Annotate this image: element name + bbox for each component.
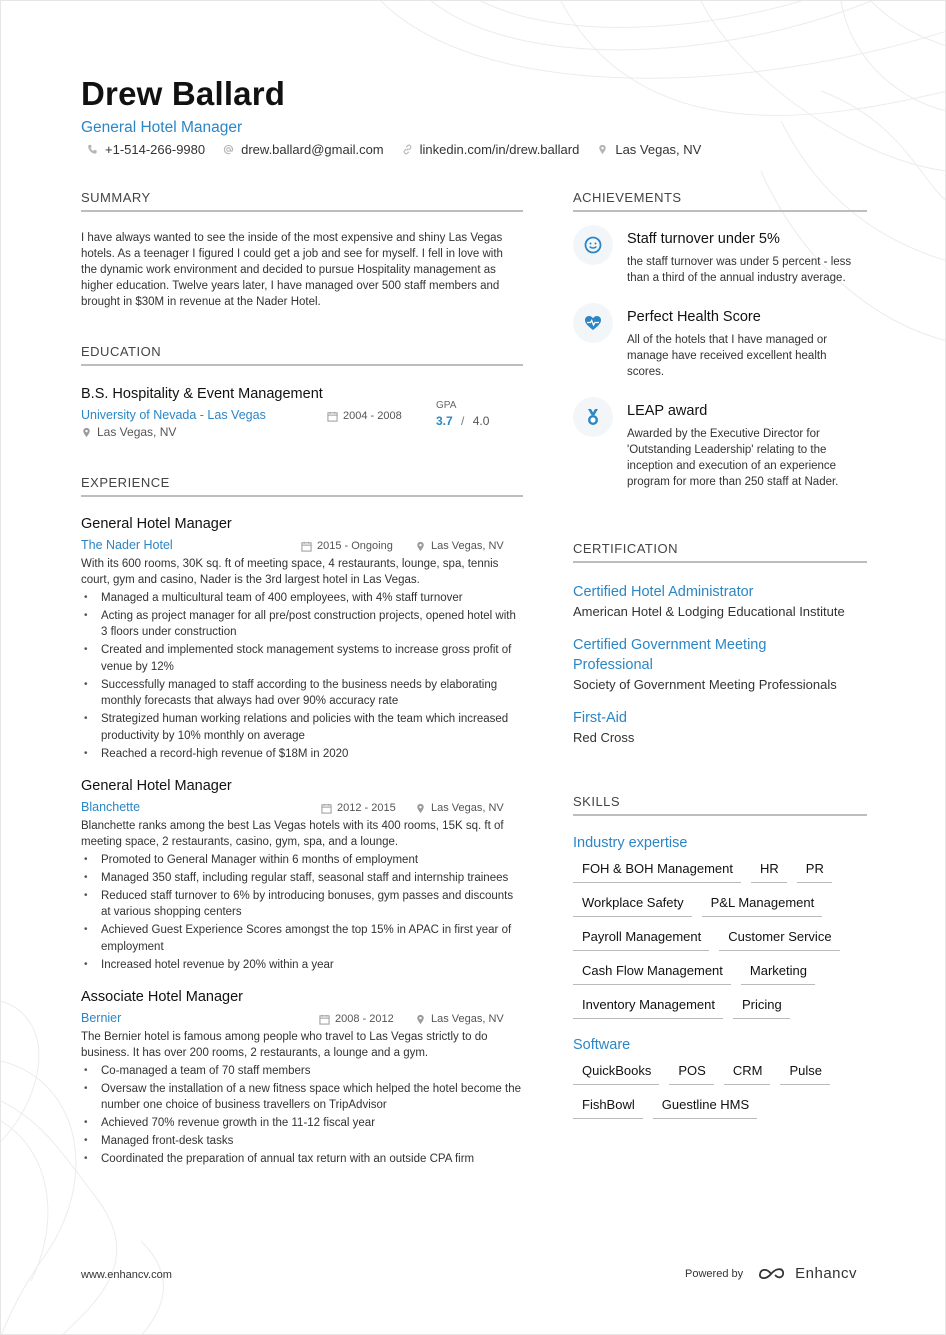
- gpa-label: GPA: [436, 400, 457, 411]
- certification-org: Society of Government Meeting Professionals: [573, 677, 837, 692]
- skill-tags: [573, 861, 867, 1019]
- contact-phone[interactable]: [87, 142, 205, 157]
- job-bullet: • Managed a multicultural team of 400 employees, with 4% staff turnover: [81, 590, 523, 607]
- job-title: General Hotel Manager: [81, 516, 232, 532]
- experience-entry: [81, 516, 523, 762]
- link-icon: [402, 144, 413, 155]
- skill-tags: [573, 1063, 867, 1119]
- skill-tag: Workplace Safety: [573, 895, 692, 917]
- achievement-item: [573, 309, 867, 380]
- experience-entry: [81, 989, 523, 1168]
- achievement-content: [627, 231, 863, 286]
- gpa-separator: /: [461, 414, 465, 428]
- certification-org: American Hotel & Lodging Educational Institute: [573, 604, 845, 619]
- skill-group: [573, 835, 867, 1019]
- job-bullets: [81, 1063, 523, 1168]
- location-icon: [415, 803, 426, 814]
- footer-branding: [685, 1265, 857, 1282]
- achievement-item: [573, 231, 867, 286]
- achievement-content: [627, 309, 863, 380]
- education-school[interactable]: University of Nevada - Las Vegas: [81, 408, 266, 422]
- certification-name: Certified Government Meeting Professional: [573, 637, 767, 673]
- calendar-icon: [327, 411, 338, 422]
- job-bullet: • Increased hotel revenue by 20% within a year: [81, 957, 523, 974]
- contact-bar: [87, 142, 701, 157]
- contact-email[interactable]: [223, 142, 384, 157]
- job-bullet: • Reduced staff turnover to 6% by introducing bonuses, gym passes and discounts at various shopping centers: [81, 888, 523, 921]
- job-bullets: [81, 590, 523, 763]
- education-entry: [81, 386, 523, 446]
- job-title: Associate Hotel Manager: [81, 989, 243, 1005]
- education-section: [81, 344, 523, 446]
- experience-heading: EXPERIENCE: [81, 475, 523, 497]
- skill-tag: P&L Management: [702, 895, 823, 917]
- certification-name: Certified Hotel Administrator: [573, 584, 754, 600]
- enhancv-logo-icon: [757, 1266, 789, 1282]
- job-description: The Bernier hotel is famous among people who travel to Las Vegas strictly to do business. It has over 200 rooms, 2 restaurants, a lounge and a gym.: [81, 1031, 488, 1059]
- contact-email-text: drew.ballard@gmail.com: [241, 142, 384, 157]
- job-bullets: [81, 852, 523, 974]
- education-dates-text: 2004 - 2008: [343, 410, 402, 422]
- skill-tag: Inventory Management: [573, 997, 723, 1019]
- education-dates: [327, 410, 402, 422]
- achievements-section: [573, 190, 867, 490]
- skill-tag: FOH & BOH Management: [573, 861, 741, 883]
- job-location-text: Las Vegas, NV: [431, 802, 504, 814]
- job-bullet: • Managed 350 staff, including regular staff, seasonal staff and internship trainees: [81, 870, 523, 887]
- skill-tag: Customer Service: [719, 929, 839, 951]
- job-company[interactable]: The Nader Hotel: [81, 538, 173, 552]
- certification-item: [573, 635, 867, 692]
- job-title: General Hotel Manager: [81, 778, 232, 794]
- summary-section: [81, 190, 523, 310]
- skill-group: [573, 1037, 867, 1119]
- gpa-max: 4.0: [472, 414, 490, 428]
- skill-tag: FishBowl: [573, 1097, 643, 1119]
- skill-tag: PR: [797, 861, 832, 883]
- achievement-item: [573, 403, 867, 490]
- phone-icon: [87, 144, 98, 155]
- job-description: Blanchette ranks among the best Las Vegas hotels with its 400 rooms, 15K sq. ft of meeting space, 2 restaurants, casino, gym, spa, and a lounge.: [81, 820, 504, 848]
- certification-section: [573, 541, 867, 745]
- achievement-text: All of the hotels that I have managed or manage have received excellent health scores.: [627, 334, 828, 378]
- job-bullet: • Acting as project manager for all pre/post construction projects, opened hotel with 3 floors under construction: [81, 608, 523, 641]
- achievements-heading: ACHIEVEMENTS: [573, 190, 867, 212]
- job-description: With its 600 rooms, 30K sq. ft of meeting space, 4 restaurants, lounge, spa, tennis court, gym and casino, Nader is the 3rd largest hotel in Las Vegas.: [81, 558, 499, 586]
- skill-tag: Guestline HMS: [653, 1097, 757, 1119]
- job-location-text: Las Vegas, NV: [431, 1013, 504, 1025]
- certification-heading: CERTIFICATION: [573, 541, 867, 563]
- experience-entry: [81, 778, 523, 973]
- job-company[interactable]: Bernier: [81, 1011, 122, 1025]
- contact-phone-text: +1-514-266-9980: [105, 142, 206, 157]
- job-bullet: • Reached a record-high revenue of $18M in 2020: [81, 746, 523, 763]
- job-location: [415, 802, 504, 814]
- skill-tag: HR: [751, 861, 787, 883]
- job-bullet: • Co-managed a team of 70 staff members: [81, 1063, 523, 1080]
- job-dates-text: 2015 - Ongoing: [317, 540, 393, 552]
- certification-name: First-Aid: [573, 710, 627, 726]
- skill-tag: QuickBooks: [573, 1063, 659, 1085]
- footer-website[interactable]: www.enhancv.com: [81, 1269, 172, 1281]
- contact-location-text: Las Vegas, NV: [615, 142, 702, 157]
- job-bullet: • Created and implemented stock management systems to increase gross profit of venue by 12%: [81, 642, 523, 675]
- gpa-value: 3.7: [436, 414, 453, 428]
- job-bullet: • Managed front-desk tasks: [81, 1133, 523, 1150]
- job-dates-text: 2012 - 2015: [337, 802, 396, 814]
- certification-item: [573, 582, 867, 619]
- skill-group-name: Industry expertise: [573, 835, 688, 851]
- calendar-icon: [319, 1014, 330, 1025]
- experience-section: [81, 475, 523, 1168]
- education-gpa: [436, 400, 489, 428]
- job-bullet: • Coordinated the preparation of annual tax return with an outside CPA firm: [81, 1151, 523, 1168]
- job-bullet: • Strategized human working relations and policies with the team which increased productivity by 10% monthly on average: [81, 711, 523, 744]
- job-dates: [301, 540, 393, 552]
- location-icon: [415, 541, 426, 552]
- skill-tag: CRM: [724, 1063, 771, 1085]
- brand-logo[interactable]: [757, 1265, 857, 1282]
- skill-tag: Marketing: [741, 963, 815, 985]
- job-bullet: • Successfully managed to staff according to the business needs by elaborating monthly forecasts that always had over 90% accuracy rate: [81, 677, 523, 710]
- education-degree: B.S. Hospitality & Event Management: [81, 386, 323, 402]
- contact-linkedin-text: linkedin.com/in/drew.ballard: [419, 142, 580, 157]
- job-bullet: • Achieved 70% revenue growth in the 11-12 fiscal year: [81, 1115, 523, 1132]
- education-location-text: Las Vegas, NV: [97, 425, 177, 439]
- job-dates: [319, 1013, 394, 1025]
- job-location-text: Las Vegas, NV: [431, 540, 504, 552]
- job-bullet: • Achieved Guest Experience Scores amongst the top 15% in APAC in first year of employment: [81, 922, 523, 955]
- medal-icon: [573, 397, 613, 437]
- at-icon: [223, 144, 234, 155]
- skills-section: [573, 794, 867, 1119]
- summary-heading: SUMMARY: [81, 190, 523, 212]
- certification-org: Red Cross: [573, 730, 635, 745]
- skills-heading: SKILLS: [573, 794, 867, 816]
- brand-name: Enhancv: [795, 1265, 857, 1282]
- location-icon: [597, 144, 608, 155]
- calendar-icon: [321, 803, 332, 814]
- candidate-role: General Hotel Manager: [81, 119, 243, 136]
- gpa-score: [436, 414, 489, 428]
- location-icon: [81, 427, 92, 438]
- education-heading: EDUCATION: [81, 344, 523, 366]
- skill-group-name: Software: [573, 1037, 631, 1053]
- calendar-icon: [301, 541, 312, 552]
- achievement-title: LEAP award: [627, 403, 708, 419]
- skill-tag: Pricing: [733, 997, 790, 1019]
- smile-icon: [573, 225, 613, 265]
- job-dates-text: 2008 - 2012: [335, 1013, 394, 1025]
- candidate-name: Drew Ballard: [81, 75, 286, 112]
- job-location: [415, 1013, 504, 1025]
- job-bullet: • Oversaw the installation of a new fitness space which helped the hotel become the number one choice of business travellers on TripAdvisor: [81, 1081, 523, 1114]
- summary-text: I have always wanted to see the inside of the most expensive and shiny Las Vegas hotels. As a teenager I figured I could get a job and see for myself. I fell in love with the dynamic work environment and decided to pursue Hospitality management as higher education. Twelve years later, I have managed over 500 staff members and brought in $30M in revenue at the Nader Hotel.: [81, 232, 503, 308]
- job-location: [415, 540, 504, 552]
- contact-linkedin[interactable]: [402, 142, 580, 157]
- powered-by-text: Powered by: [685, 1267, 744, 1280]
- skill-tag: POS: [669, 1063, 713, 1085]
- achievement-title: Staff turnover under 5%: [627, 231, 780, 247]
- skill-tag: Cash Flow Management: [573, 963, 731, 985]
- achievement-title: Perfect Health Score: [627, 309, 761, 325]
- contact-location: [597, 142, 701, 157]
- skill-tag: Pulse: [780, 1063, 830, 1085]
- skill-tag: Payroll Management: [573, 929, 709, 951]
- certification-item: [573, 708, 867, 745]
- job-bullet: • Promoted to General Manager within 6 months of employment: [81, 852, 523, 869]
- achievement-content: [627, 403, 867, 490]
- achievement-text: the staff turnover was under 5 percent - less than a third of the annual industry average.: [627, 256, 852, 284]
- location-icon: [415, 1014, 426, 1025]
- job-dates: [321, 802, 396, 814]
- job-company[interactable]: Blanchette: [81, 800, 141, 814]
- heart-pulse-icon: [573, 303, 613, 343]
- achievement-text: Awarded by the Executive Director for 'Outstanding Leadership' relating to the inception and execution of an experience program for more than 250 staff at Nader.: [627, 428, 839, 488]
